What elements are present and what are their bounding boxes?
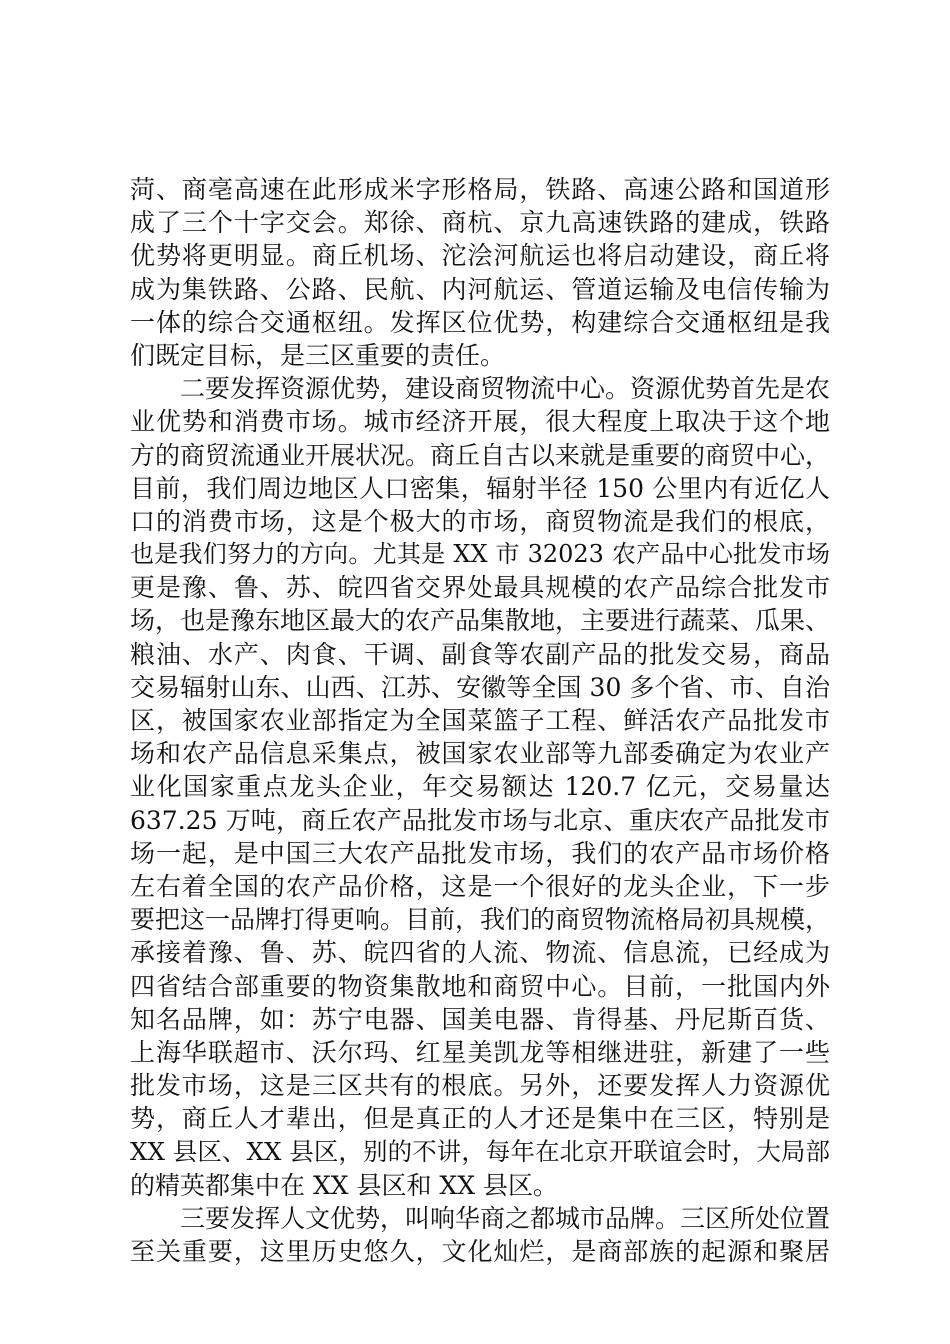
text-line: 场，也是豫东地区最大的农产品集散地，主要进行蔬菜、瓜果、	[130, 606, 831, 636]
text-line: 优势将更明显。商丘机场、沱浍河航运也将启动建设，商丘将	[130, 241, 830, 271]
text-line: 的精英都集中在 XX 县区和 XX 县区。	[130, 1170, 558, 1200]
text-line: 637.25 万吨，商丘农产品批发市场与北京、重庆农产品批发市	[130, 805, 830, 835]
text-line: 交易辐射山东、山西、江苏、安徽等全国 30 多个省、市、自治	[130, 672, 830, 702]
text-line: 方的商贸流通业开展状况。商丘自古以来就是重要的商贸中心，	[130, 440, 831, 470]
text-line: 二要发挥资源优势，建设商贸物流中心。资源优势首先是农	[180, 374, 831, 404]
text-line: 场一起，是中国三大农产品批发市场，我们的农产品市场价格	[130, 838, 830, 868]
text-line: 业化国家重点龙头企业，年交易额达 120.7 亿元，交易量达	[130, 772, 830, 802]
text-line: XX 县区、XX 县区，别的不讲，每年在北京开联谊会时，大局部	[130, 1137, 830, 1167]
text-line: 区，被国家农业部指定为全国菜篮子工程、鲜活农产品批发市	[130, 706, 830, 735]
text-line: 四省结合部重要的物资集散地和商贸中心。目前，一批国内外	[130, 971, 830, 1001]
text-line: 一体的综合交通枢纽。发挥区位优势，构建综合交通枢纽是我	[130, 307, 830, 337]
text-line: 三要发挥人文优势，叫响华商之都城市品牌。三区所处位置	[180, 1203, 831, 1233]
text-line: 势，商丘人才辈出，但是真正的人才还是集中在三区，特别是	[130, 1104, 830, 1134]
body-text	[130, 173, 830, 1268]
text-line: 场和农产品信息采集点，被国家农业部等九部委确定为农业产	[130, 739, 830, 769]
text-line: 至关重要，这里历史悠久，文化灿烂，是商部族的起源和聚居	[130, 1237, 830, 1266]
text-line: 承接着豫、鲁、苏、皖四省的人流、物流、信息流，已经成为	[130, 938, 830, 968]
text-line: 要把这一品牌打得更响。目前，我们的商贸物流格局初具规模，	[130, 905, 831, 935]
text-line: 成为集铁路、公路、民航、内河航运、管道运输及电信传输为	[130, 274, 830, 304]
text-line: 也是我们努力的方向。尤其是 XX 市 32023 农产品中心批发市场	[130, 540, 830, 569]
text-line: 左右着全国的农产品价格，这是一个很好的龙头企业，下一步	[130, 871, 830, 901]
text-line: 上海华联超市、沃尔玛、红星美凯龙等相继进驻，新建了一些	[130, 1037, 830, 1067]
text-line: 更是豫、鲁、苏、皖四省交界处最具规模的农产品综合批发市	[130, 573, 830, 603]
text-line: 菏、商亳高速在此形成米字形格局，铁路、高速公路和国道形	[130, 175, 830, 204]
text-line: 目前，我们周边地区人口密集，辐射半径 150 公里内有近亿人	[130, 473, 830, 503]
text-line: 知名品牌，如：苏宁电器、国美电器、肯得基、丹尼斯百货、	[130, 1004, 830, 1034]
text-line: 成了三个十字交会。郑徐、商杭、京九高速铁路的建成，铁路	[130, 208, 830, 238]
text-line: 批发市场，这是三区共有的根底。另外，还要发挥人力资源优	[130, 1071, 830, 1101]
text-line: 口的消费市场，这是个极大的市场，商贸物流是我们的根底，	[130, 506, 830, 536]
text-line: 粮油、水产、肉食、干调、副食等农副产品的批发交易，商品	[130, 639, 830, 669]
text-line: 们既定目标，是三区重要的责任。	[130, 340, 506, 370]
text-line: 业优势和消费市场。城市经济开展，很大程度上取决于这个地	[130, 407, 830, 437]
